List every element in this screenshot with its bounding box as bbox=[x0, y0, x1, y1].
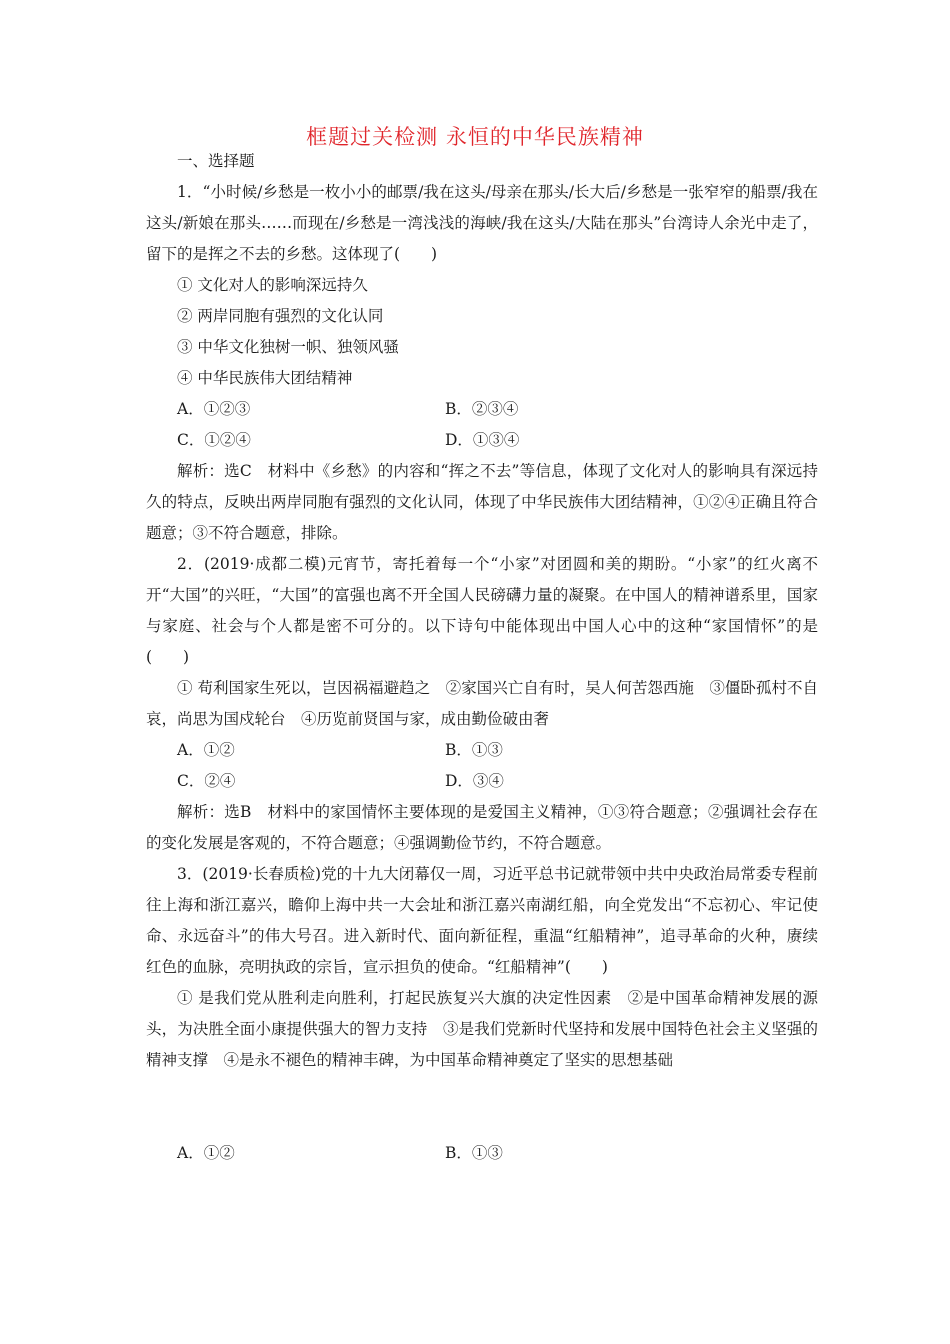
q1-stem: 1．“小时候/乡愁是一枚小小的邮票/我在这头/母亲在那头/长大后/乡愁是一张窄窄的船票/我在这头/新娘在那头……而现在/乡愁是一湾浅浅的海峡/我在这头/大陆在那头”台湾诗人余光中走了，留下的是挥之不去的乡愁。这体现了( ) bbox=[146, 183, 818, 263]
q1-choice-d: D．①③④ bbox=[445, 431, 520, 449]
q2-items: ① 苟利国家生死以，岂因祸福避趋之 ②家国兴亡自有时，吴人何苦怨西施 ③僵卧孤村不自哀，尚思为国戍轮台 ④历览前贤国与家，成由勤俭破由奢 bbox=[146, 679, 818, 728]
q1-item-4: ④ 中华民族伟大团结精神 bbox=[177, 369, 353, 387]
q2-choices-row-1 bbox=[146, 735, 818, 766]
q1-analysis: 解析：选C 材料中《乡愁》的内容和“挥之不去”等信息，体现了文化对人的影响具有深远持久的特点，反映出两岸同胞有强烈的文化认同，体现了中华民族伟大团结精神，①②④正确且符合题意；③不符合题意，排除。 bbox=[146, 462, 818, 542]
q1-choices-row-1 bbox=[146, 394, 818, 425]
q2-choice-d: D．③④ bbox=[445, 772, 504, 790]
q1-item-2: ② 两岸同胞有强烈的文化认同 bbox=[177, 307, 384, 325]
q3-choices-row-1 bbox=[146, 1138, 818, 1169]
q1-choice-c: C．①②④ bbox=[177, 431, 251, 449]
q3-choice-b: B．①③ bbox=[445, 1144, 503, 1162]
q2-choice-a: A．①② bbox=[177, 741, 235, 759]
q1-item-3: ③ 中华文化独树一帜、独领风骚 bbox=[177, 338, 399, 356]
q2-choice-c: C．②④ bbox=[177, 772, 236, 790]
section-heading: 一、选择题 bbox=[177, 152, 255, 170]
document-body bbox=[146, 146, 818, 1169]
q2-analysis: 解析：选B 材料中的家国情怀主要体现的是爱国主义精神，①③符合题意；②强调社会存在的变化发展是客观的，不符合题意；④强调勤俭节约，不符合题意。 bbox=[146, 803, 818, 852]
q1-item-1: ① 文化对人的影响深远持久 bbox=[177, 276, 368, 294]
q2-stem: 2．(2019·成都二模)元宵节，寄托着每一个“小家”对团圆和美的期盼。“小家”的红火离不开“大国”的兴旺，“大国”的富强也离不开全国人民磅礴力量的凝聚。在中国人的精神谱系里，国家与家庭、社会与个人都是密不可分的。以下诗句中能体现出中国人心中的这种“家国情怀”的是( ) bbox=[146, 555, 818, 666]
q1-choice-a: A．①②③ bbox=[177, 400, 251, 418]
q1-choices-row-2 bbox=[146, 425, 818, 456]
page-title: 框题过关检测 永恒的中华民族精神 bbox=[306, 125, 644, 149]
q3-stem: 3．(2019·长春质检)党的十九大闭幕仅一周，习近平总书记就带领中共中央政治局常委专程前往上海和浙江嘉兴，瞻仰上海中共一大会址和浙江嘉兴南湖红船，向全党发出“不忘初心、牢记使命、永远奋斗”的伟大号召。进入新时代、面向新征程，重温“红船精神”，追寻革命的火种，赓续红色的血脉，亮明执政的宗旨，宣示担负的使命。“红船精神”( ) bbox=[146, 865, 818, 976]
q2-choice-b: B．①③ bbox=[445, 741, 503, 759]
q2-choices-row-2 bbox=[146, 766, 818, 797]
q3-choice-a: A．①② bbox=[177, 1144, 235, 1162]
q1-choice-b: B．②③④ bbox=[445, 400, 519, 418]
blank-gap bbox=[146, 1076, 818, 1138]
q3-items: ① 是我们党从胜利走向胜利，打起民族复兴大旗的决定性因素 ②是中国革命精神发展的源头，为决胜全面小康提供强大的智力支持 ③是我们党新时代坚持和发展中国特色社会主义坚强的精神支撑 ④是永不褪色的精神丰碑，为中国革命精神奠定了坚实的思想基础 bbox=[146, 989, 818, 1069]
